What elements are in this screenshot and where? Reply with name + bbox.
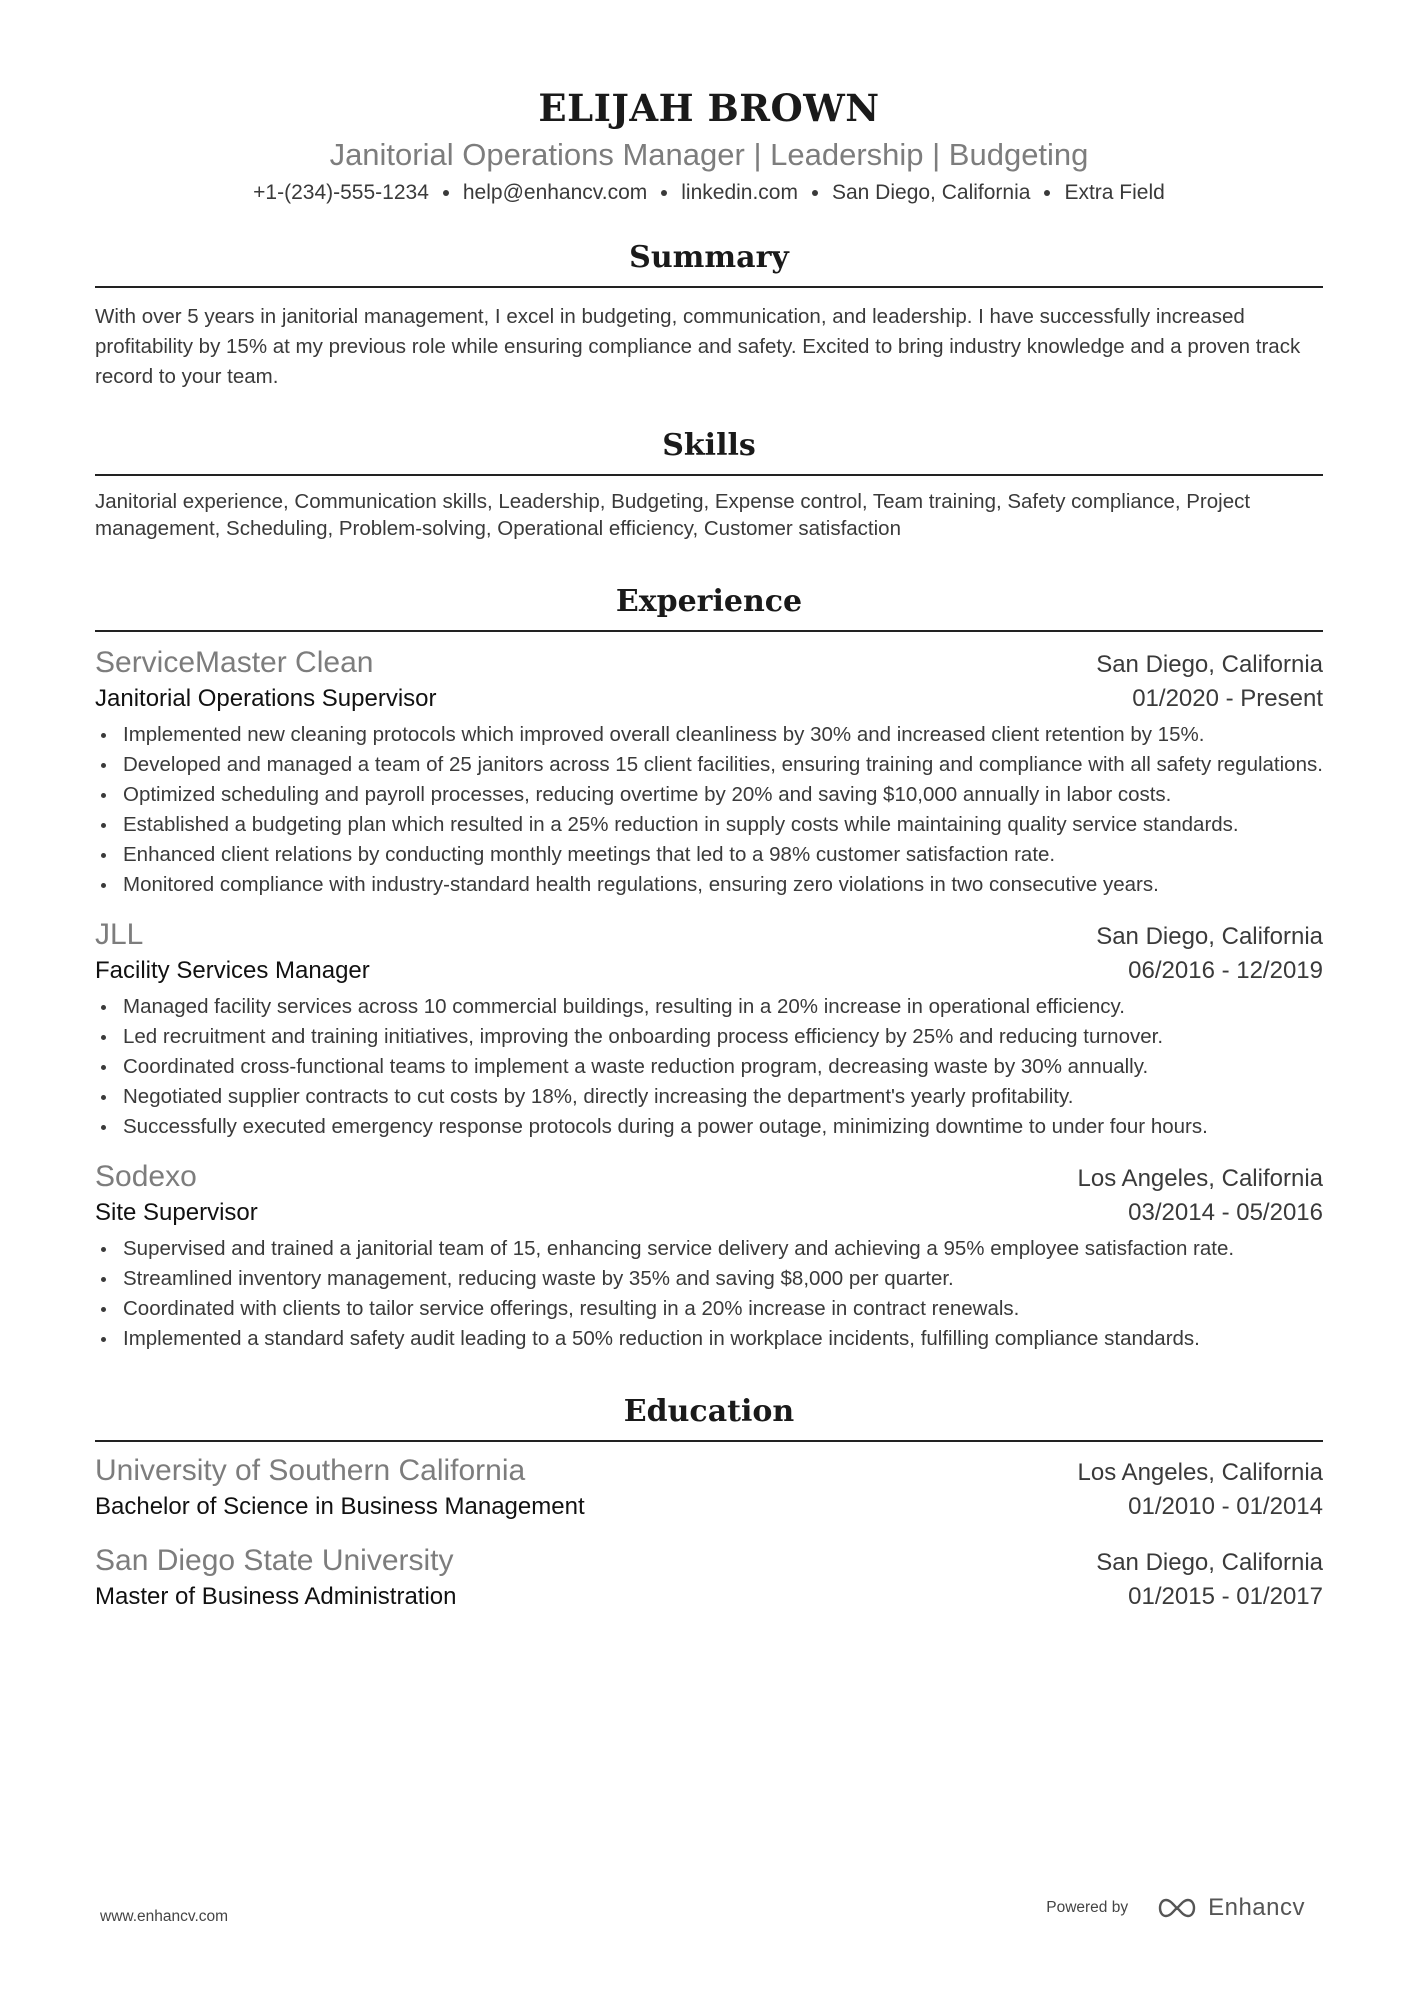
company-name: ServiceMaster Clean: [95, 646, 374, 679]
achievement-list: [95, 720, 1323, 900]
achievement-list: [95, 1234, 1323, 1354]
section-title-education: Education: [95, 1392, 1323, 1442]
list-item: Enhanced client relations by conducting monthly meetings that led to a 98% customer satisfaction rate.: [95, 840, 1323, 870]
job-title: Site Supervisor: [95, 1199, 258, 1226]
bullet-separator: [443, 190, 449, 196]
list-item: Led recruitment and training initiatives, improving the onboarding process efficiency by 25% and reducing turnover.: [95, 1022, 1323, 1052]
school-name: University of Southern California: [95, 1454, 526, 1487]
education-dates: 01/2015 - 01/2017: [1128, 1583, 1323, 1610]
contact-email[interactable]: help@enhancv.com: [462, 181, 648, 204]
resume-page: [95, 0, 1323, 1614]
contact-phone: +1-(234)-555-1234: [253, 181, 429, 204]
contact-extra: Extra Field: [1064, 181, 1165, 204]
school-name: San Diego State University: [95, 1544, 454, 1577]
contact-linkedin[interactable]: linkedin.com: [681, 181, 798, 204]
footer-website[interactable]: www.enhancv.com: [100, 1908, 229, 1925]
education-entry: [95, 1452, 1323, 1524]
list-item: Monitored compliance with industry-standard health regulations, ensuring zero violations in two consecutive years.: [95, 870, 1323, 900]
skills-text: Janitorial experience, Communication skills, Leadership, Budgeting, Expense control, Team training, Safety compliance, Project management, Scheduling, Problem-solving, Operational efficiency, Customer satisfaction: [95, 490, 1251, 540]
school-location: San Diego, California: [1096, 1549, 1323, 1576]
company-name: JLL: [95, 918, 144, 951]
bullet-separator: [812, 190, 818, 196]
job-title: Janitorial Operations Supervisor: [95, 685, 437, 712]
degree: Bachelor of Science in Business Management: [95, 1493, 585, 1520]
list-item: Negotiated supplier contracts to cut costs by 18%, directly increasing the department's yearly profitability.: [95, 1082, 1323, 1112]
list-item: Coordinated with clients to tailor service offerings, resulting in a 20% increase in contract renewals.: [95, 1294, 1323, 1324]
contact-location: San Diego, California: [831, 181, 1031, 204]
skills-section: [95, 426, 1323, 542]
candidate-name: ELIJAH BROWN: [538, 86, 880, 130]
enhancv-wordmark: Enhancv: [1208, 1894, 1305, 1921]
list-item: Implemented a standard safety audit leading to a 50% reduction in workplace incidents, fulfilling compliance standards.: [95, 1324, 1323, 1354]
powered-by-label: Powered by: [1046, 1899, 1129, 1916]
enhancv-logo[interactable]: [1154, 1894, 1305, 1922]
achievement-list: [95, 992, 1323, 1142]
degree: Master of Business Administration: [95, 1583, 457, 1610]
list-item: Managed facility services across 10 commercial buildings, resulting in a 20% increase in operational efficiency.: [95, 992, 1323, 1022]
job-dates: 03/2014 - 05/2016: [1128, 1199, 1323, 1226]
list-item: Established a budgeting plan which resulted in a 25% reduction in supply costs while maintaining quality service standards.: [95, 810, 1323, 840]
list-item: Successfully executed emergency response protocols during a power outage, minimizing downtime to under four hours.: [95, 1112, 1323, 1142]
company-name: Sodexo: [95, 1160, 197, 1193]
experience-entry: [95, 644, 1323, 900]
summary-text: With over 5 years in janitorial management, I excel in budgeting, communication, and leadership. I have successfully increased profitability by 15% at my previous role while ensuring compliance and safety. Excited to bring industry knowledge and a proven track record to your team.: [95, 305, 1301, 388]
job-location: Los Angeles, California: [1077, 1165, 1323, 1192]
list-item: Developed and managed a team of 25 janitors across 15 client facilities, ensuring training and compliance with all safety regulations.: [95, 750, 1323, 780]
bullet-separator: [661, 190, 667, 196]
contact-line: [95, 178, 1323, 208]
job-dates: 06/2016 - 12/2019: [1128, 957, 1323, 984]
footer-branding: [1046, 1894, 1305, 1922]
job-dates: 01/2020 - Present: [1132, 685, 1323, 712]
list-item: Implemented new cleaning protocols which improved overall cleanliness by 30% and increased client retention by 15%.: [95, 720, 1323, 750]
experience-entry: [95, 916, 1323, 1142]
section-title-experience: Experience: [95, 582, 1323, 632]
experience-entry: [95, 1158, 1323, 1354]
education-entry: [95, 1542, 1323, 1614]
resume-header: [95, 0, 1323, 208]
list-item: Optimized scheduling and payroll processes, reducing overtime by 20% and saving $10,000 annually in labor costs.: [95, 780, 1323, 810]
bullet-separator: [1044, 190, 1050, 196]
education-dates: 01/2010 - 01/2014: [1128, 1493, 1323, 1520]
job-title: Facility Services Manager: [95, 957, 370, 984]
list-item: Coordinated cross-functional teams to implement a waste reduction program, decreasing waste by 30% annually.: [95, 1052, 1323, 1082]
job-location: San Diego, California: [1096, 923, 1323, 950]
job-location: San Diego, California: [1096, 651, 1323, 678]
experience-section: [95, 582, 1323, 1354]
education-section: [95, 1392, 1323, 1614]
list-item: Supervised and trained a janitorial team of 15, enhancing service delivery and achieving a 95% employee satisfaction rate.: [95, 1234, 1323, 1264]
headline: Janitorial Operations Manager | Leadership | Budgeting: [329, 137, 1089, 172]
enhancv-logo-icon: [1154, 1896, 1200, 1920]
school-location: Los Angeles, California: [1077, 1459, 1323, 1486]
list-item: Streamlined inventory management, reducing waste by 35% and saving $8,000 per quarter.: [95, 1264, 1323, 1294]
section-title-skills: Skills: [95, 426, 1323, 476]
section-title-summary: Summary: [95, 238, 1323, 288]
summary-section: [95, 238, 1323, 392]
